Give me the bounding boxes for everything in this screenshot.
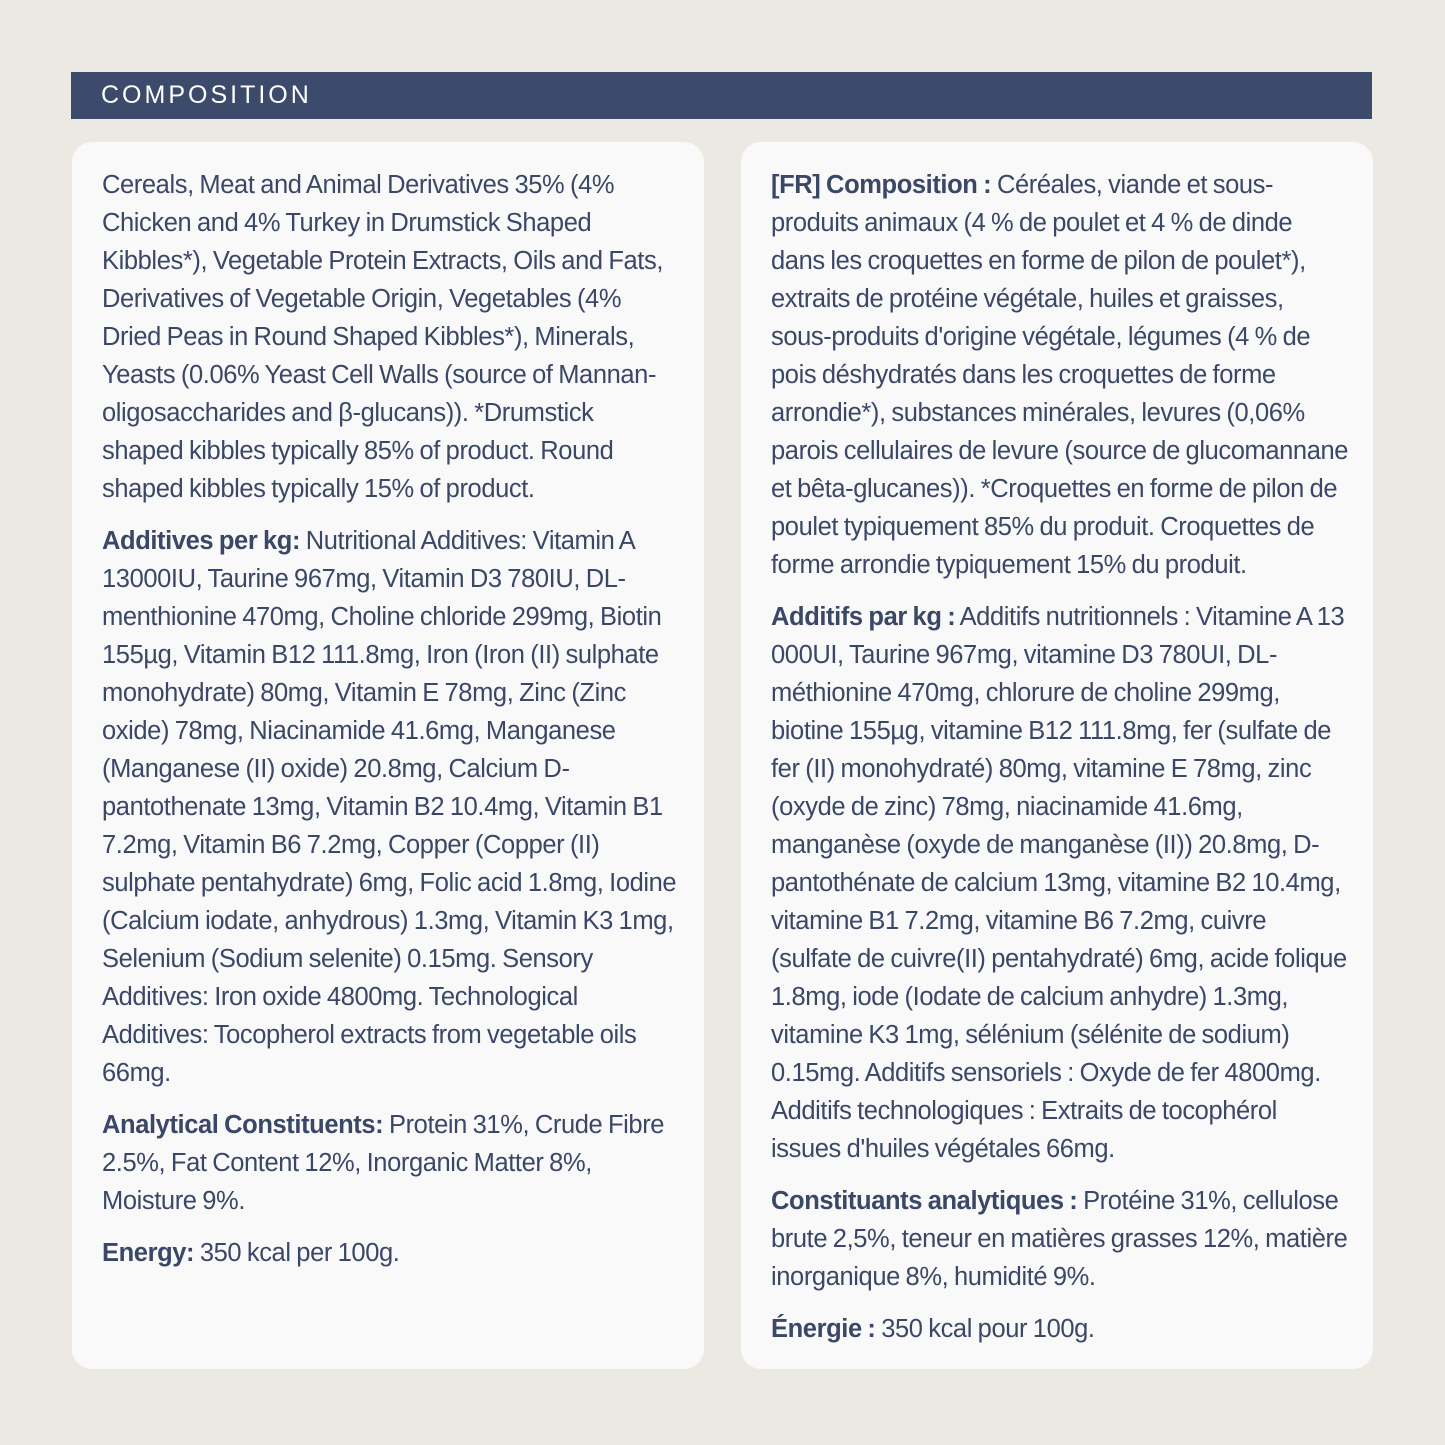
english-additives-label: Additives per kg: bbox=[102, 527, 301, 555]
french-energy-label: Énergie : bbox=[771, 1315, 876, 1343]
english-energy-paragraph bbox=[102, 1234, 680, 1272]
english-composition-text: Cereals, Meat and Animal Derivatives 35% (4% Chicken and 4% Turkey in Drumstick Shaped Kibbles*), Vegetable Protein Extracts, Oils and Fats, Derivatives of Vegetable Origin, Vegetables (4% Dried Peas in Round Shaped Kibbles*), Minerals, Yeasts (0.06% Yeast Cell Walls (source of Mannan-oligosaccharides and β-glucans)). *Drumstick shaped kibbles typically 85% of product. Round shaped kibbles typically 15% of product. bbox=[102, 171, 664, 503]
english-additives-text: Nutritional Additives: Vitamin A 13000IU, Taurine 967mg, Vitamin D3 780IU, DL-menthionine 470mg, Choline chloride 299mg, Biotin 155µg, Vitamin B12 111.8mg, Iron (Iron (II) sulphate monohydrate) 80mg, Vitamin E 78mg, Zinc (Zinc oxide) 78mg, Niacinamide 41.6mg, Manganese (Manganese (II) oxide) 20.8mg, Calcium D-pantothenate 13mg, Vitamin B2 10.4mg, Vitamin B1 7.2mg, Vitamin B6 7.2mg, Copper (Copper (II) sulphate pentahydrate) 6mg, Folic acid 1.8mg, Iodine (Calcium iodate, anhydrous) 1.3mg, Vitamin K3 1mg, Selenium (Sodium selenite) 0.15mg. Sensory Additives: Iron oxide 4800mg. Technological Additives: Tocopherol extracts from vegetable oils 66mg. bbox=[102, 527, 677, 1087]
french-composition-paragraph bbox=[771, 166, 1349, 584]
french-additives-text: Additifs nutritionnels : Vitamine A 13 000UI, Taurine 967mg, vitamine D3 780UI, DL-méthionine 470mg, chlorure de choline 299mg, biotine 155µg, vitamine B12 111.8mg, fer (sulfate de fer (II) monohydraté) 80mg, vitamine E 78mg, zinc (oxyde de zinc) 78mg, niacinamide 41.6mg, manganèse (oxyde de manganèse (II)) 20.8mg, D-pantothénate de calcium 13mg, vitamine B2 10.4mg, vitamine B1 7.2mg, vitamine B6 7.2mg, cuivre (sulfate de cuivre(II) pentahydraté) 6mg, acide folique 1.8mg, iode (Iodate de calcium anhydre) 1.3mg, vitamine K3 1mg, sélénium (sélénite de sodium) 0.15mg. Additifs sensoriels : Oxyde de fer 4800mg. Additifs technologiques : Extraits de tocophérol issues d'huiles végétales 66mg. bbox=[771, 603, 1347, 1163]
french-analytical-text: Protéine 31%, cellulose brute 2,5%, teneur en matières grasses 12%, matière inorganique 8%, humidité 9%. bbox=[771, 1187, 1348, 1291]
english-energy-text: 350 kcal per 100g. bbox=[194, 1239, 400, 1267]
english-composition-panel bbox=[72, 142, 704, 1369]
english-energy-label: Energy: bbox=[102, 1239, 195, 1267]
english-additives-paragraph bbox=[102, 522, 680, 1092]
french-additives-label: Additifs par kg : bbox=[771, 603, 956, 631]
french-composition-text: Céréales, viande et sous-produits animaux (4 % de poulet et 4 % de dinde dans les croquettes en forme de pilon de poulet*), extraits de protéine végétale, huiles et graisses, sous-produits d'origine végétale, légumes (4 % de pois déshydratés dans les croquettes de forme arrondie*), substances minérales, levures (0,06% parois cellulaires de levure (source de glucomannane et bêta-glucanes)). *Croquettes en forme de pilon de poulet typiquement 85% du produit. Croquettes de forme arrondie typiquement 15% du produit. bbox=[771, 171, 1349, 579]
french-composition-panel bbox=[741, 142, 1373, 1369]
french-analytical-paragraph bbox=[771, 1182, 1349, 1296]
french-energy-paragraph bbox=[771, 1310, 1349, 1348]
composition-header-bar bbox=[71, 72, 1372, 119]
english-composition-paragraph bbox=[102, 166, 680, 508]
french-additives-paragraph bbox=[771, 598, 1349, 1168]
french-analytical-label: Constituants analytiques : bbox=[771, 1187, 1078, 1215]
english-analytical-label: Analytical Constituents: bbox=[102, 1111, 384, 1139]
composition-title: COMPOSITION bbox=[101, 81, 312, 109]
english-analytical-paragraph bbox=[102, 1106, 680, 1220]
french-composition-label: [FR] Composition : bbox=[771, 171, 992, 199]
english-analytical-text: Protein 31%, Crude Fibre 2.5%, Fat Content 12%, Inorganic Matter 8%, Moisture 9%. bbox=[102, 1111, 665, 1215]
french-energy-text: 350 kcal pour 100g. bbox=[875, 1315, 1095, 1343]
